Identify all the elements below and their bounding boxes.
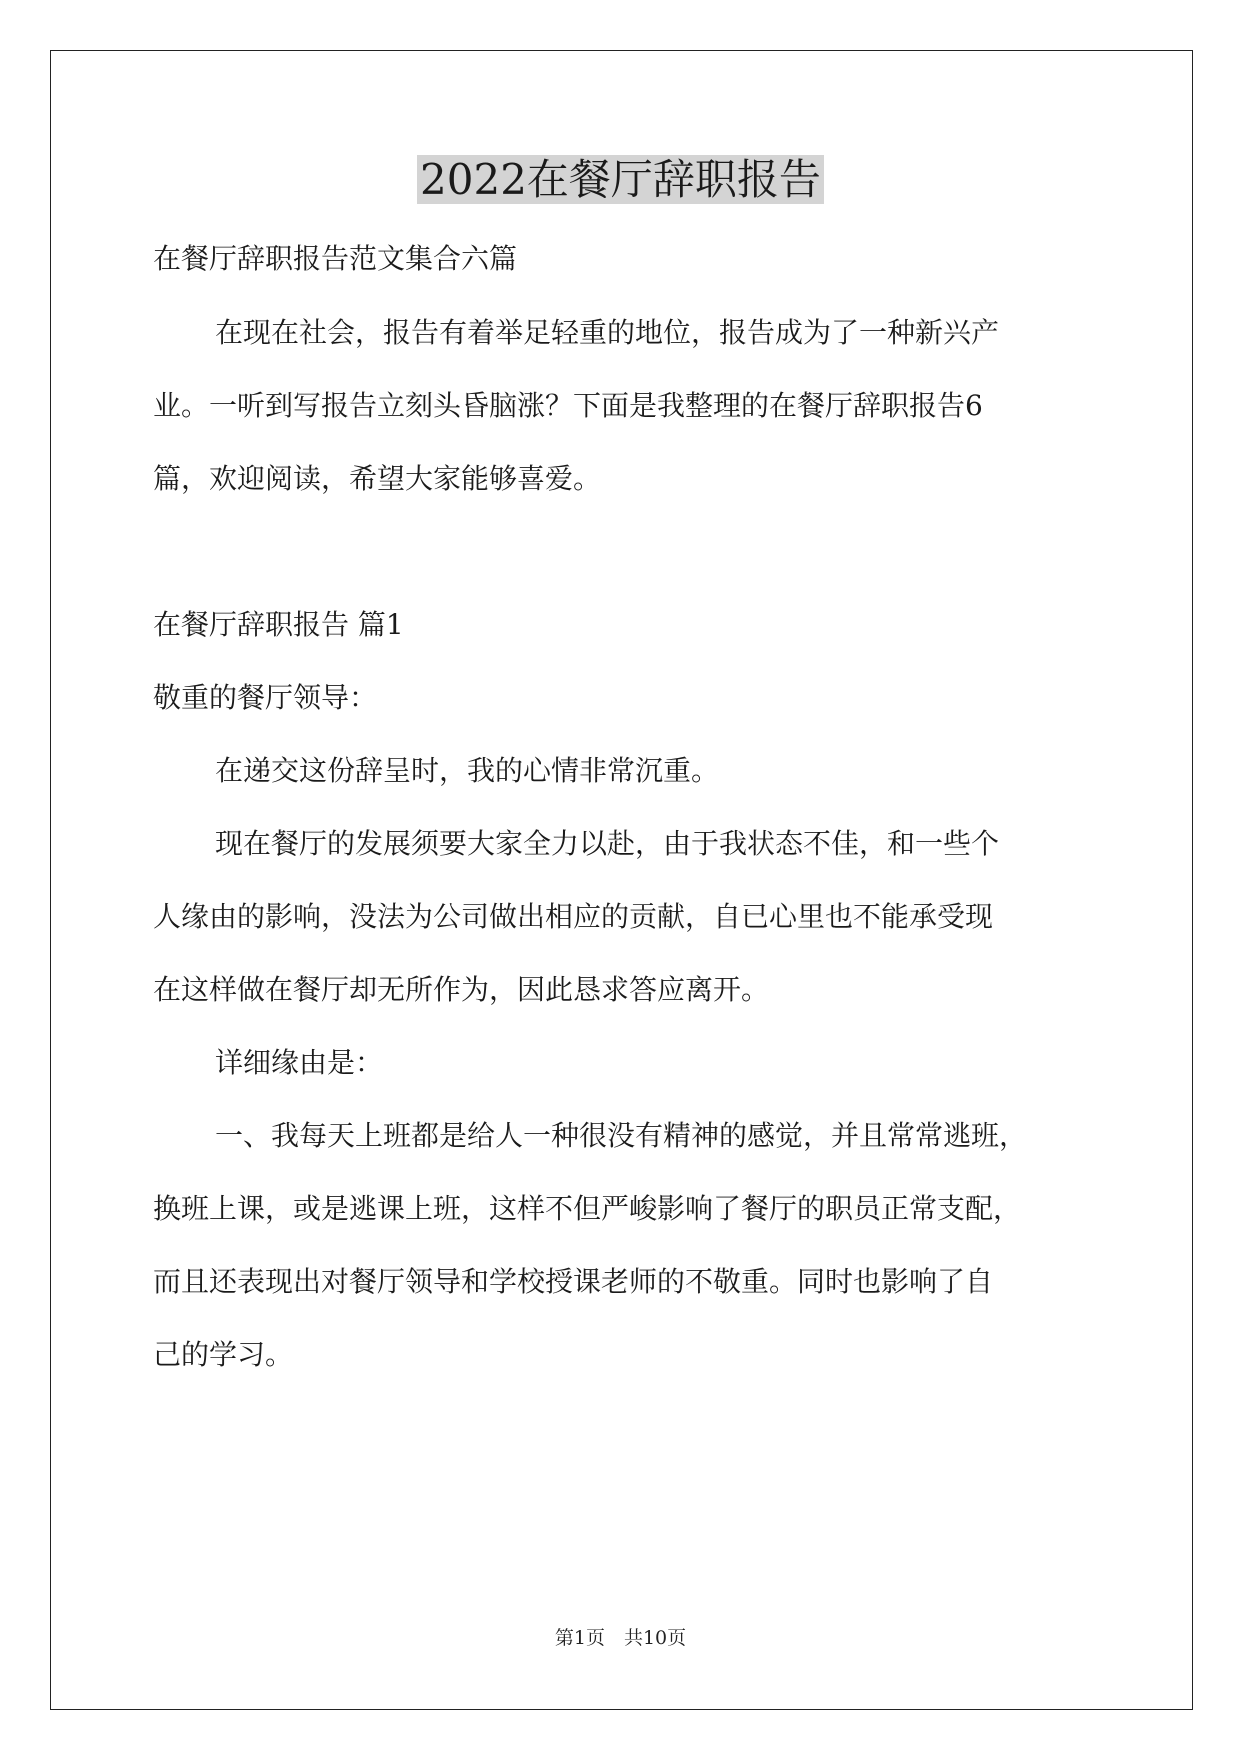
section-heading: 在餐厅辞职报告 篇1 bbox=[153, 608, 404, 641]
subtitle-line: 在餐厅辞职报告范文集合六篇 bbox=[153, 242, 518, 275]
paragraph-line: 人缘由的影响，没法为公司做出相应的贡献，自已心里也不能承受现 bbox=[153, 900, 994, 933]
paragraph-line: 一、我每天上班都是给人一种很没有精神的感觉，并且常常逃班， bbox=[215, 1119, 1028, 1152]
salutation-line: 敬重的餐厅领导： bbox=[153, 681, 378, 714]
paragraph-line: 现在餐厅的发展须要大家全力以赴，由于我状态不佳，和一些个 bbox=[215, 827, 1000, 860]
paragraph-line: 在现在社会，报告有着举足轻重的地位，报告成为了一种新兴产 bbox=[215, 316, 1000, 349]
paragraph-line: 换班上课，或是逃课上班，这样不但严峻影响了餐厅的职员正常支配， bbox=[153, 1192, 1022, 1225]
document-title bbox=[0, 150, 1241, 210]
paragraph-line: 而且还表现出对餐厅领导和学校授课老师的不敬重。同时也影响了自 bbox=[153, 1265, 994, 1298]
paragraph-line: 详细缘由是： bbox=[215, 1046, 384, 1079]
paragraph-line: 业。一听到写报告立刻头昏脑涨？下面是我整理的在餐厅辞职报告6 bbox=[153, 389, 983, 422]
paragraph-line: 在递交这份辞呈时，我的心情非常沉重。 bbox=[215, 754, 720, 787]
page-border bbox=[50, 50, 1193, 1710]
paragraph-line: 篇，欢迎阅读，希望大家能够喜爱。 bbox=[153, 462, 602, 495]
document-title-text: 2022在餐厅辞职报告 bbox=[417, 155, 824, 204]
paragraph-line: 己的学习。 bbox=[153, 1338, 294, 1371]
page-footer: 第1页 共10页 bbox=[554, 1627, 687, 1649]
paragraph-line: 在这样做在餐厅却无所作为，因此恳求答应离开。 bbox=[153, 973, 770, 1006]
